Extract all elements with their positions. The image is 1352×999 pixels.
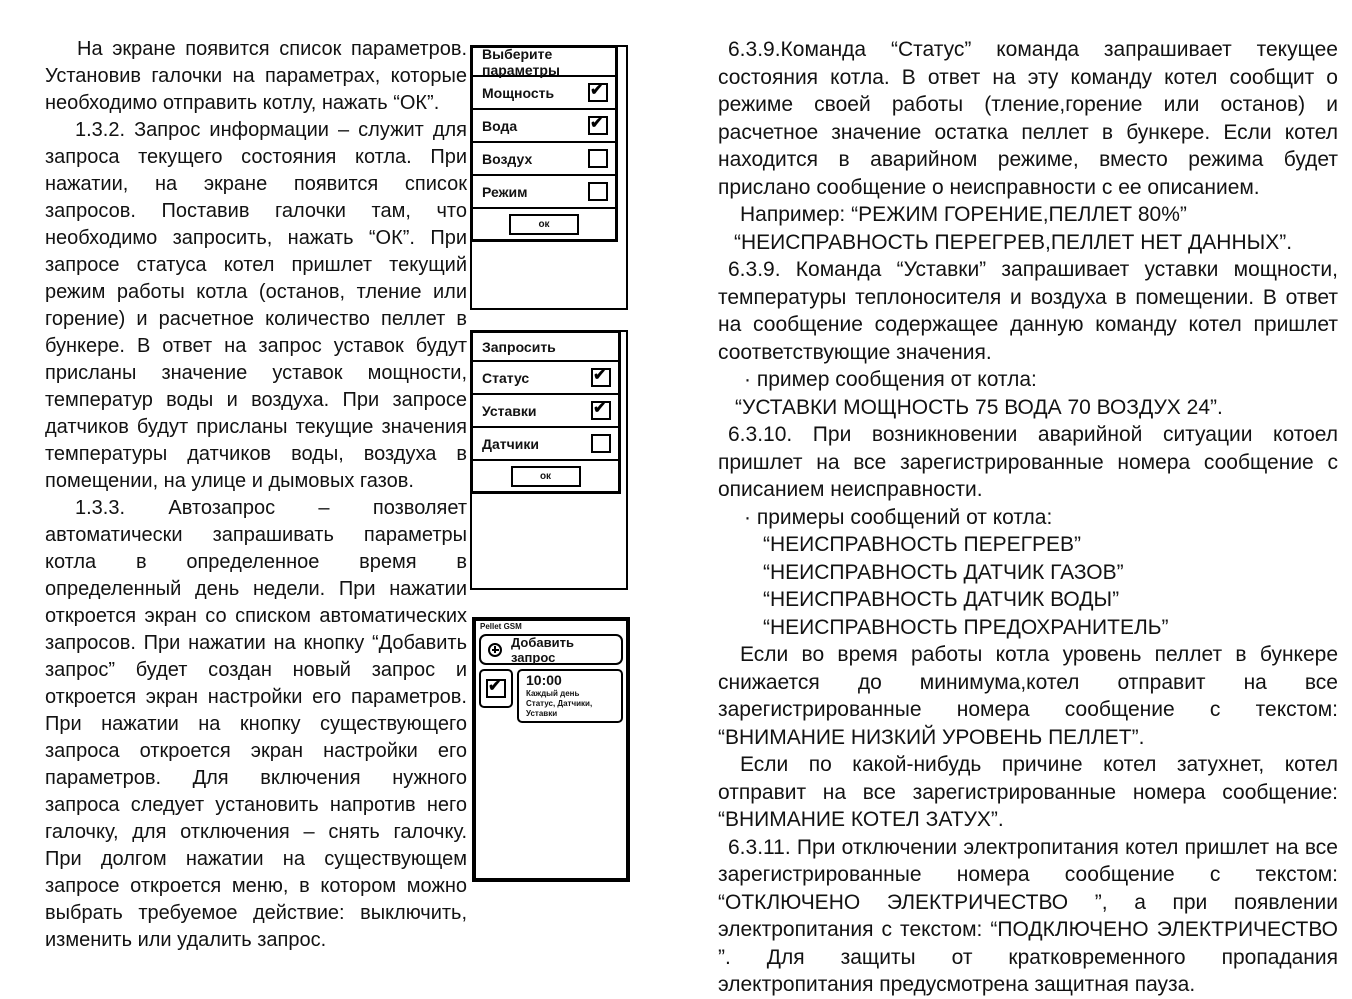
paragraph: Если по какой-нибудь причине котел затухнет, котел отправит на все зарегистрированные номера сообщение: “ВНИМАНИЕ КОТЕЛ ЗАТУХ”.: [718, 753, 1338, 831]
dialog-footer: [473, 459, 618, 491]
parameter-option-row[interactable]: [473, 141, 615, 174]
request-enable-checkbox[interactable]: [479, 669, 513, 708]
checkbox-icon[interactable]: [588, 83, 608, 102]
request-day: Каждый день: [526, 689, 580, 698]
checkbox-icon[interactable]: [588, 116, 608, 135]
checkbox-icon[interactable]: [591, 368, 611, 387]
checkbox-icon[interactable]: [591, 434, 611, 453]
paragraph: “НЕИСПРАВНОСТЬ ДАТЧИК ВОДЫ”: [763, 588, 1120, 611]
paragraph: 6.3.10. При возникновении аварийной ситуации котоел пришлет на все зарегистрированные номера сообщение с описанием неисправности.: [718, 423, 1338, 501]
ok-button[interactable]: ок: [511, 466, 581, 487]
paragraph: · пример сообщения от котла:: [744, 368, 1037, 391]
right-text-column: [718, 36, 1338, 999]
paragraph: 1.3.2. Запрос информации – служит для запроса текущего состояния котла. При нажатии, на экране появится список запросов. Поставив галочки там, что необходимо запросить, нажать “ОК”. При запросе статуса котел пришлет текущий режим работы котла (останов, тление или горение) и расчетное количество пеллет в бункере. В ответ на запрос уставок будут присланы значение уставок мощности, температур воды и воздуха. При запросе датчиков будут присланы текущие значения температуры датчиков воды, воздуха в помещении, на улице и дымовых газов.: [45, 119, 467, 492]
paragraph: Например: “РЕЖИМ ГОРЕНИЕ,ПЕЛЛЕТ 80%”: [740, 203, 1187, 226]
paragraph: 6.3.11. При отключении электропитания котел пришлет на все зарегистрированные номера сообщение с текстом: “ОТКЛЮЧЕНО ЭЛЕКТРИЧЕСТВО ”, а при появлении электропитания с текстом: “ПОДКЛЮЧЕНО ЭЛЕКТРИЧЕСТВО ”. Для защиты от кратковременного пропадания электропитания предусмотрена защитная пауза.: [718, 835, 1338, 996]
parameter-option-row[interactable]: [473, 174, 615, 207]
request-option-row[interactable]: [473, 360, 618, 393]
dialog-footer: [473, 207, 615, 239]
dialog-title: Запросить: [482, 338, 556, 355]
option-label: Вода: [482, 117, 518, 134]
request-params: Статус, Датчики, Уставки: [526, 699, 593, 718]
paragraph: На экране появится список параметров. Установив галочки на параметрах, которые необходимо отправить котлу, нажать “ОК”.: [45, 38, 467, 114]
paragraph: Если во время работы котла уровень пеллет в бункере снижается до минимума,котел отправит на все зарегистрированные номера сообщение с текстом: “ВНИМАНИЕ НИЗКИЙ УРОВЕНЬ ПЕЛЛЕТ”.: [718, 643, 1338, 749]
paragraph: 1.3.3. Автозапрос – позволяет автоматически запрашивать параметры котла в определенное время в определенный день недели. При нажатии откроется экран со списком автоматических запросов. При нажатии на кнопку “Добавить запрос” будет создан новый запрос и откроется экран настройки его параметров. При нажатии на кнопку существующего запроса откроется экран настройки его параметров. Для включения нужного запроса следует установить напротив него галочку, для отключения – снять галочку. При долгом нажатии на существующем запросе откроется меню, в котором можно выбрать требуемое действие: выключить, изменить или удалить запрос.: [45, 497, 467, 951]
checkbox-icon[interactable]: [591, 401, 611, 420]
request-option-row[interactable]: [473, 393, 618, 426]
paragraph: 6.3.9.Команда “Статус” команда запрашивает текущее состояния котла. В ответ на эту команду котел сообщит о режиме своей работы (тление,горение или останов) и расчетное значение остатка пеллет в бункере. Если котел находится в аварийном режиме, вместо режима будет прислано сообщение о неисправности с ее описанием.: [718, 38, 1338, 199]
option-label: Режим: [482, 183, 528, 200]
add-request-label: Добавить запрос: [511, 634, 574, 665]
paragraph: “НЕИСПРАВНОСТЬ ПЕРЕГРЕВ”: [763, 533, 1082, 556]
request-option-row[interactable]: [473, 426, 618, 459]
checkbox-icon[interactable]: [588, 149, 608, 168]
checkbox-icon[interactable]: [588, 182, 608, 201]
option-label: Мощность: [482, 84, 555, 101]
paragraph: “УСТАВКИ МОЩНОСТЬ 75 ВОДА 70 ВОЗДУХ 24”.: [735, 395, 1223, 419]
select-parameters-dialog: [470, 45, 618, 242]
add-request-button[interactable]: [479, 634, 623, 665]
paragraph: “НЕИСПРАВНОСТЬ ДАТЧИК ГАЗОВ”: [763, 560, 1124, 584]
paragraph: 6.3.9. Команда “Уставки” запрашивает уставки мощности, температуры теплоносителя и воздуха в помещении. В ответ на сообщение содержащее данную команду котел пришлет соответствующие значения.: [718, 258, 1338, 364]
pellet-gsm-screen: [472, 617, 630, 882]
paragraph: “НЕИСПРАВНОСТЬ ПЕРЕГРЕВ,ПЕЛЛЕТ НЕТ ДАННЫХ”.: [734, 230, 1293, 254]
request-row: [479, 669, 623, 723]
parameter-option-row[interactable]: [473, 108, 615, 141]
request-time: 10:00: [526, 672, 562, 688]
paragraph: “НЕИСПРАВНОСТЬ ПРЕДОХРАНИТЕЛЬ”: [763, 615, 1169, 639]
left-text-column: [45, 36, 467, 954]
option-label: Уставки: [482, 402, 537, 419]
paragraph: · примеры сообщений от котла:: [744, 505, 1053, 529]
app-title: Pellet GSM: [480, 622, 522, 631]
checkbox-icon: [486, 679, 506, 698]
option-label: Воздух: [482, 150, 533, 167]
dialog-title: Выберите параметры: [482, 45, 560, 78]
option-label: Статус: [482, 369, 530, 386]
circle-plus-icon: [488, 643, 502, 657]
request-dialog: [470, 330, 621, 494]
request-card[interactable]: [517, 669, 623, 723]
ok-button[interactable]: ок: [509, 214, 579, 235]
parameter-option-row[interactable]: [473, 75, 615, 108]
option-label: Датчики: [482, 435, 539, 452]
